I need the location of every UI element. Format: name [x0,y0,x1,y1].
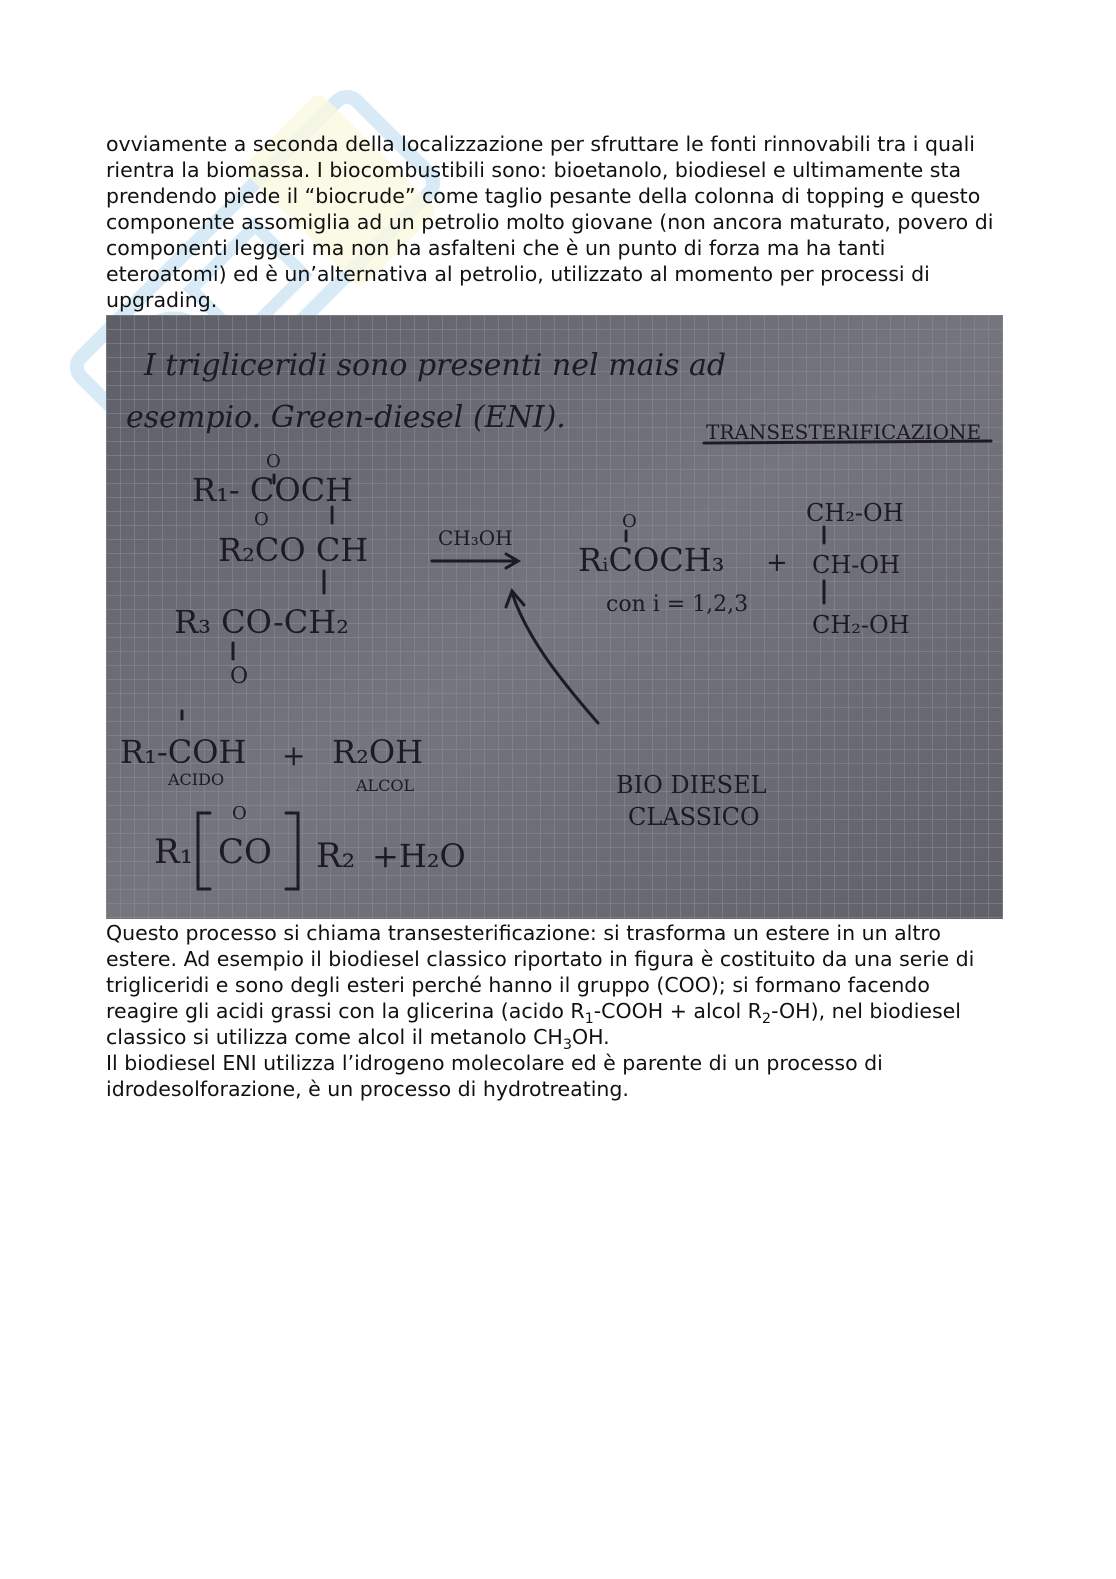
ester-right-group: R₂ [316,836,356,876]
glycerol-line-2: CH-OH [812,551,901,579]
biodiesel-label-2: CLASSICO [628,803,760,831]
heading-underline [704,441,991,443]
notes-drawing [106,315,1003,919]
handwritten-notes-photo [106,315,1003,919]
ester-carbonyl-group: CO [218,832,272,872]
carbonyl-o-ester: O [232,803,247,824]
biodiesel-label-1: BIO DIESEL [616,771,767,799]
triglyceride-r2: R₂CO CH [218,531,369,569]
carbonyl-o-3: O [230,664,249,689]
subscript: 2 [761,1011,772,1028]
subscript: 3 [562,1037,572,1054]
text-run: -OH), nel biodiesel classico si utilizza come alcol il metanolo CH [106,999,961,1049]
heading-transesterificazione: TRANSESTERIFICAZIONE [706,420,982,444]
subscript: 1 [584,1011,594,1028]
carbonyl-o-product: O [622,511,637,532]
paragraph-transesterificazione [106,920,1006,1054]
triglyceride-r3: R₃ CO-CH₂ [174,603,350,641]
product-methyl-ester: RᵢCOCH₃ [578,541,725,579]
intro-line-1: I trigliceridi sono presenti nel mais ad [144,348,727,383]
index-note: con i = 1,2,3 [606,592,749,617]
paragraph-biodiesel-eni: Il biodiesel ENI utilizza l’idrogeno molecolare ed è parente di un processo di idrodesolforazione, è un processo di hydrotreating. [106,1051,883,1101]
alcohol-formula: R₂OH [332,733,424,771]
intro-line-2: esempio. Green-diesel (ENI). [126,400,566,435]
alcohol-label: ALCOL [356,776,415,795]
text-run: OH. [571,1025,610,1049]
plus-sign-2: + [282,739,306,772]
text-run: -COOH + alcol R [593,999,762,1023]
acid-label: ACIDO [168,770,225,789]
triglyceride-r1: R₁- COCH [192,471,354,509]
reagent-methanol: CH₃OH [438,526,513,550]
glycerol-line-3: CH₂-OH [812,611,910,639]
text-run: Questo processo si chiama transesterificazione: si trasforma un estere in un altro estere. Ad esempio il biodiesel classico riportato in figura è costituito da una serie di trigliceridi e sono degli esteri perché hanno il gruppo (COO); si formano facendo reagire gli acidi grassi con la glicerina (acido R [106,921,975,1023]
paragraph-biocombustibili: ovviamente a seconda della localizzazione per sfruttare le fonti rinnovabili tra i quali rientra la biomassa. I biocombustibili sono: bioetanolo, biodiesel e ultimamente sta prendendo piede il “biocrude” come taglio pesante della colonna di topping e questo componente assomiglia ad un petrolio molto giovane (non ancora maturato, povero di componenti leggeri ma non ha asfalteni che è un punto di forza ma ha tanti eteroatomi) ed è un’alternativa al petrolio, utilizzato al momento per processi di upgrading. [106,132,994,312]
water-product: +H₂O [372,837,466,875]
carbonyl-o-2: O [254,509,269,530]
acid-formula: R₁-COH [120,733,247,771]
plus-sign-1: + [766,548,788,578]
carbonyl-o-1: O [266,451,281,472]
glycerol-line-1: CH₂-OH [806,499,904,527]
ester-left-group: R₁ [154,832,194,872]
